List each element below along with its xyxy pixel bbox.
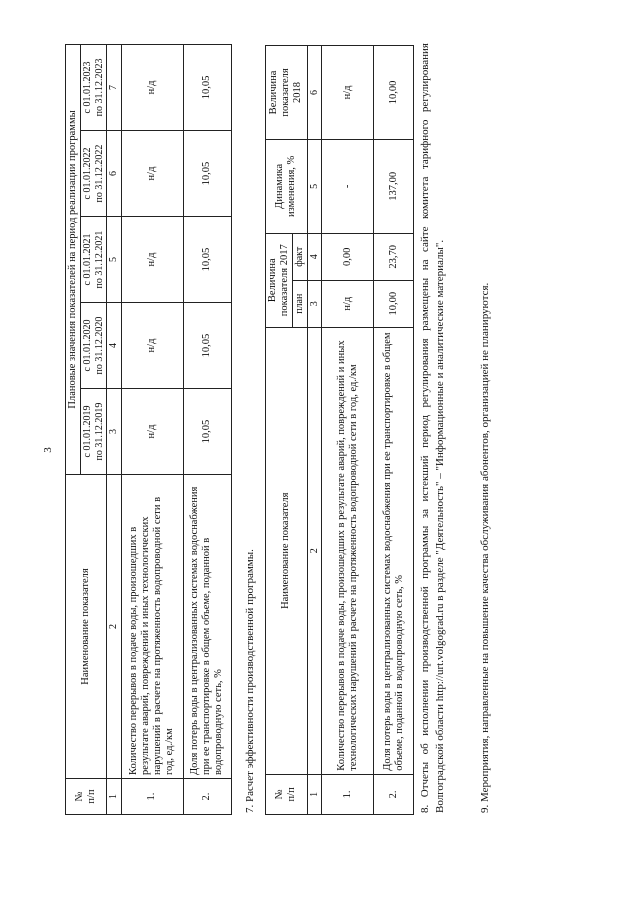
section-9-paragraph: 9. Мероприятия, направленные на повышение качества обслуживания абонентов, организацией не планируются. bbox=[479, 282, 491, 813]
value-2018-header: Величина показателя 2018 bbox=[266, 46, 308, 140]
index-cell: 4 bbox=[307, 233, 322, 280]
year-header: с 01.01.2023 по 31.12.2023 bbox=[81, 44, 107, 130]
efficiency-table bbox=[265, 45, 414, 815]
value-cell: 10,05 bbox=[183, 44, 231, 130]
index-cell: 2 bbox=[107, 475, 122, 779]
section-7-heading: 7. Расчет эффективности производственной программы. bbox=[244, 549, 256, 813]
index-cell: 1 bbox=[307, 774, 322, 814]
year-header: с 01.01.2021 по 31.12.2021 bbox=[81, 217, 107, 303]
indicator-name: Доля потерь воды в централизованных системах водоснабжения при ее транспортировке в общем объеме, поданной в водопроводную сеть, % bbox=[183, 475, 231, 779]
fact-header: факт bbox=[293, 233, 308, 280]
value-cell: 10,05 bbox=[183, 217, 231, 303]
indicator-name: Количество перерывов в подаче воды, произошедших в результате аварий, повреждений и иных технологических нарушений в расчете на протяженность водопроводной сети в год, ед./км bbox=[322, 327, 374, 774]
index-cell: 4 bbox=[107, 303, 122, 389]
year-header: с 01.01.2019 по 31.12.2019 bbox=[81, 389, 107, 475]
value-cell: 10,05 bbox=[183, 303, 231, 389]
section-8-paragraph: 8. Отчеты об исполнении производственной программы за истекший период регулирования размещены на сайте комитета тарифного регулирования Волгоградской области http://urt.volgograd.ru в разделе "Деятельность" – "Информационные и аналитические материалы". bbox=[419, 43, 446, 813]
table-row bbox=[183, 44, 231, 814]
index-cell: 6 bbox=[307, 46, 322, 140]
row-number: 2. bbox=[183, 779, 231, 815]
dynamics-cell: - bbox=[322, 139, 374, 233]
value-cell: 10,05 bbox=[183, 389, 231, 475]
value-2018-cell: н/д bbox=[322, 46, 374, 140]
col-num-header: № п/п bbox=[66, 779, 107, 815]
row-number: 1. bbox=[322, 774, 374, 814]
row-number: 2. bbox=[374, 774, 414, 814]
index-cell: 3 bbox=[107, 389, 122, 475]
index-cell: 3 bbox=[307, 280, 322, 327]
plan-cell: н/д bbox=[322, 280, 374, 327]
index-cell: 2 bbox=[307, 327, 322, 774]
indicator-name: Доля потерь воды в централизованных системах водоснабжения при ее транспортировке в общем объеме, поданной в водопроводную сеть, % bbox=[374, 327, 414, 774]
value-cell: н/д bbox=[121, 217, 183, 303]
index-cell: 5 bbox=[307, 139, 322, 233]
value-cell: н/д bbox=[121, 389, 183, 475]
value-2017-header: Величина показателя 2017 bbox=[266, 233, 293, 327]
value-cell: 10,05 bbox=[183, 131, 231, 217]
planned-indicators-table bbox=[65, 44, 232, 815]
index-cell: 5 bbox=[107, 217, 122, 303]
year-header: с 01.01.2020 по 31.12.2020 bbox=[81, 303, 107, 389]
value-cell: н/д bbox=[121, 131, 183, 217]
col-num-header: № п/п bbox=[266, 774, 308, 814]
dynamics-cell: 137,00 bbox=[374, 139, 414, 233]
index-row bbox=[107, 44, 122, 814]
index-cell: 6 bbox=[107, 131, 122, 217]
value-2018-cell: 10,00 bbox=[374, 46, 414, 140]
page-number: 3 bbox=[42, 447, 54, 453]
index-row bbox=[307, 46, 322, 815]
period-header: Плановые значения показателей на период реализации программы bbox=[66, 44, 81, 474]
table-row bbox=[374, 46, 414, 815]
table-row bbox=[322, 46, 374, 815]
indicator-name: Количество перерывов в подаче воды, произошедших в результате аварий, повреждений и иных технологических нарушений в расчете на протяженность водопроводной сети в год, ед./км bbox=[121, 475, 183, 779]
row-number: 1. bbox=[121, 779, 183, 815]
value-cell: н/д bbox=[121, 44, 183, 130]
index-cell: 7 bbox=[107, 44, 122, 130]
table-row bbox=[121, 44, 183, 814]
year-header: с 01.01.2022 по 31.12.2022 bbox=[81, 131, 107, 217]
col-name-header: Наименование показателя bbox=[66, 475, 107, 779]
value-cell: н/д bbox=[121, 303, 183, 389]
dynamics-header: Динамика изменения, % bbox=[266, 139, 308, 233]
index-cell: 1 bbox=[107, 779, 122, 815]
plan-cell: 10,00 bbox=[374, 280, 414, 327]
fact-cell: 0,00 bbox=[322, 233, 374, 280]
col-name-header: Наименование показателя bbox=[266, 327, 308, 774]
plan-header: план bbox=[293, 280, 308, 327]
fact-cell: 23,70 bbox=[374, 233, 414, 280]
